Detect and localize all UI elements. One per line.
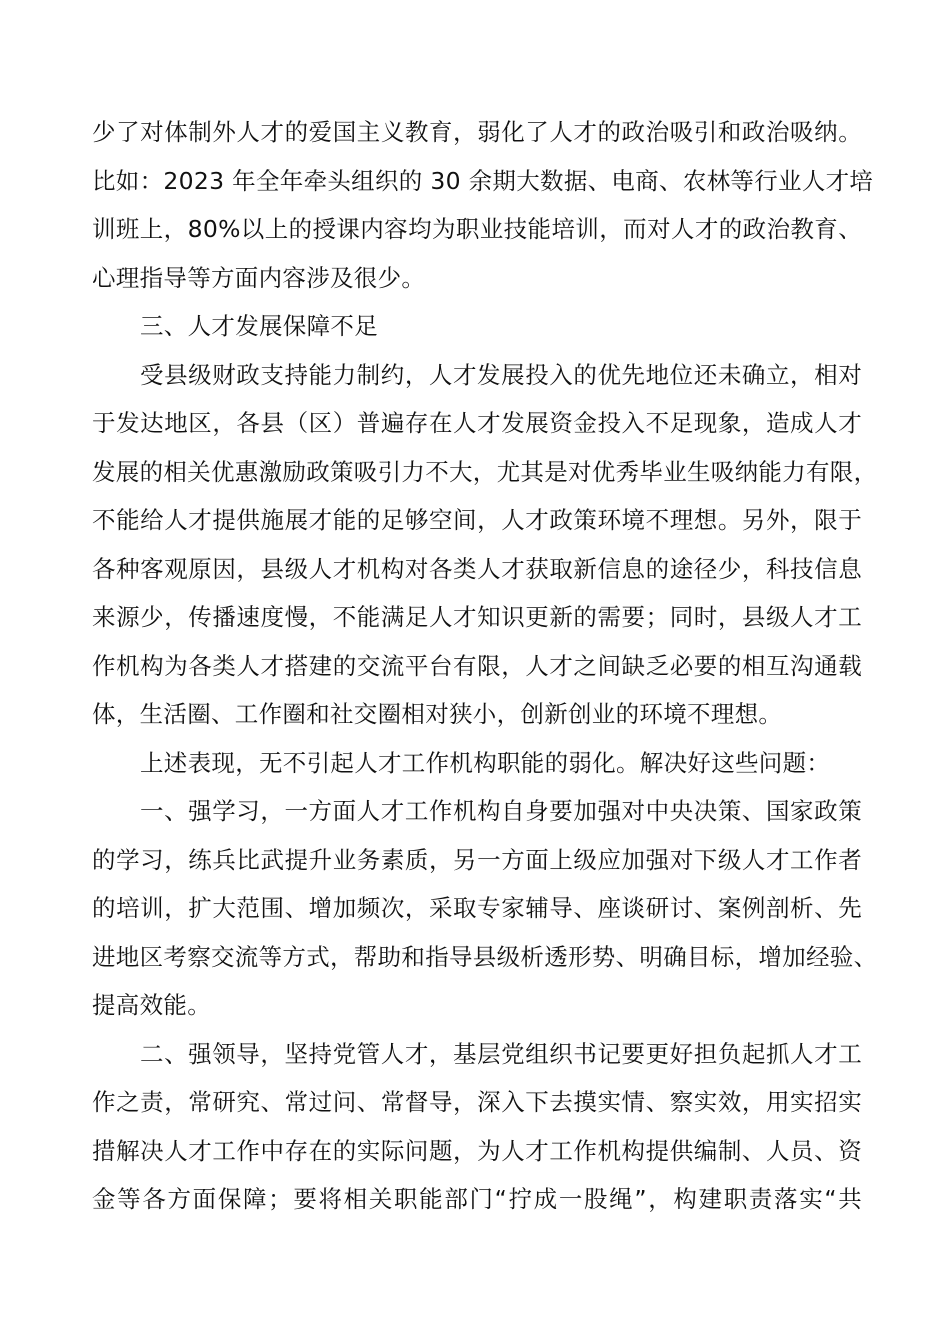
- text-line: 一、强学习，一方面人才工作机构自身要加强对中央决策、国家政策: [140, 797, 862, 825]
- text-line: 心理指导等方面内容涉及很少。: [92, 263, 426, 292]
- text-line: 进地区考察交流等方式，帮助和指导县级析透形势、明确目标，增加经验、: [92, 942, 878, 971]
- text-line: 措解决人才工作中存在的实际问题，为人才工作机构提供编制、人员、资: [92, 1136, 862, 1165]
- paragraph-financial-constraints: [92, 351, 878, 739]
- paragraph-summary: [92, 739, 862, 788]
- text-line: 金等各方面保障；要将相关职能部门“拧成一股绳”，构建职责落实“共: [92, 1185, 862, 1213]
- text-line: 的学习，练兵比武提升业务素质，另一方面上级应加强对下级人才工作者: [92, 845, 862, 874]
- text-line: 作机构为各类人才搭建的交流平台有限，人才之间缺乏必要的相互沟通载: [92, 651, 862, 680]
- text-line: 的培训，扩大范围、增加频次，采取专家辅导、座谈研讨、案例剖析、先: [92, 894, 862, 922]
- text-line: 各种客观原因，县级人才机构对各类人才获取新信息的途径少，科技信息: [92, 554, 862, 583]
- text-line: 比如：2023 年全年牵头组织的 30 余期大数据、电商、农林等行业人才培: [92, 166, 874, 195]
- text-line: 作之责，常研究、常过问、常督导，深入下去摸实情、察实效，用实招实: [92, 1088, 862, 1116]
- section-heading-talent-guarantee: [92, 302, 862, 351]
- paragraph-strengthen-leadership: [92, 1030, 862, 1224]
- text-line: 体，生活圈、工作圈和社交圈相对狭小，创新创业的环境不理想。: [92, 700, 783, 728]
- text-line: 二、强领导，坚持党管人才，基层党组织书记要更好担负起抓人才工: [140, 1039, 862, 1068]
- text-line: 提高效能。: [92, 991, 211, 1019]
- document-body: [92, 108, 878, 1224]
- paragraph-political-education: [92, 108, 874, 302]
- heading-text: 三、人才发展保障不足: [140, 312, 378, 340]
- text-line: 发展的相关优惠激励政策吸引力不大，尤其是对优秀毕业生吸纳能力有限，: [92, 457, 878, 486]
- text-line: 来源少，传播速度慢，不能满足人才知识更新的需要；同时，县级人才工: [92, 603, 862, 631]
- text-line: 受县级财政支持能力制约，人才发展投入的优先地位还未确立，相对: [140, 360, 862, 389]
- text-line: 训班上，80%以上的授课内容均为职业技能培训，而对人才的政治教育、: [92, 215, 862, 243]
- paragraph-strengthen-learning: [92, 787, 878, 1030]
- text-line: 不能给人才提供施展才能的足够空间，人才政策环境不理想。另外，限于: [92, 506, 862, 534]
- text-line: 上述表现，无不引起人才工作机构职能的弱化。解决好这些问题：: [140, 748, 831, 777]
- text-line: 少了对体制外人才的爱国主义教育，弱化了人才的政治吸引和政治吸纳。: [92, 118, 862, 146]
- text-line: 于发达地区，各县（区）普遍存在人才发展资金投入不足现象，造成人才: [92, 409, 862, 437]
